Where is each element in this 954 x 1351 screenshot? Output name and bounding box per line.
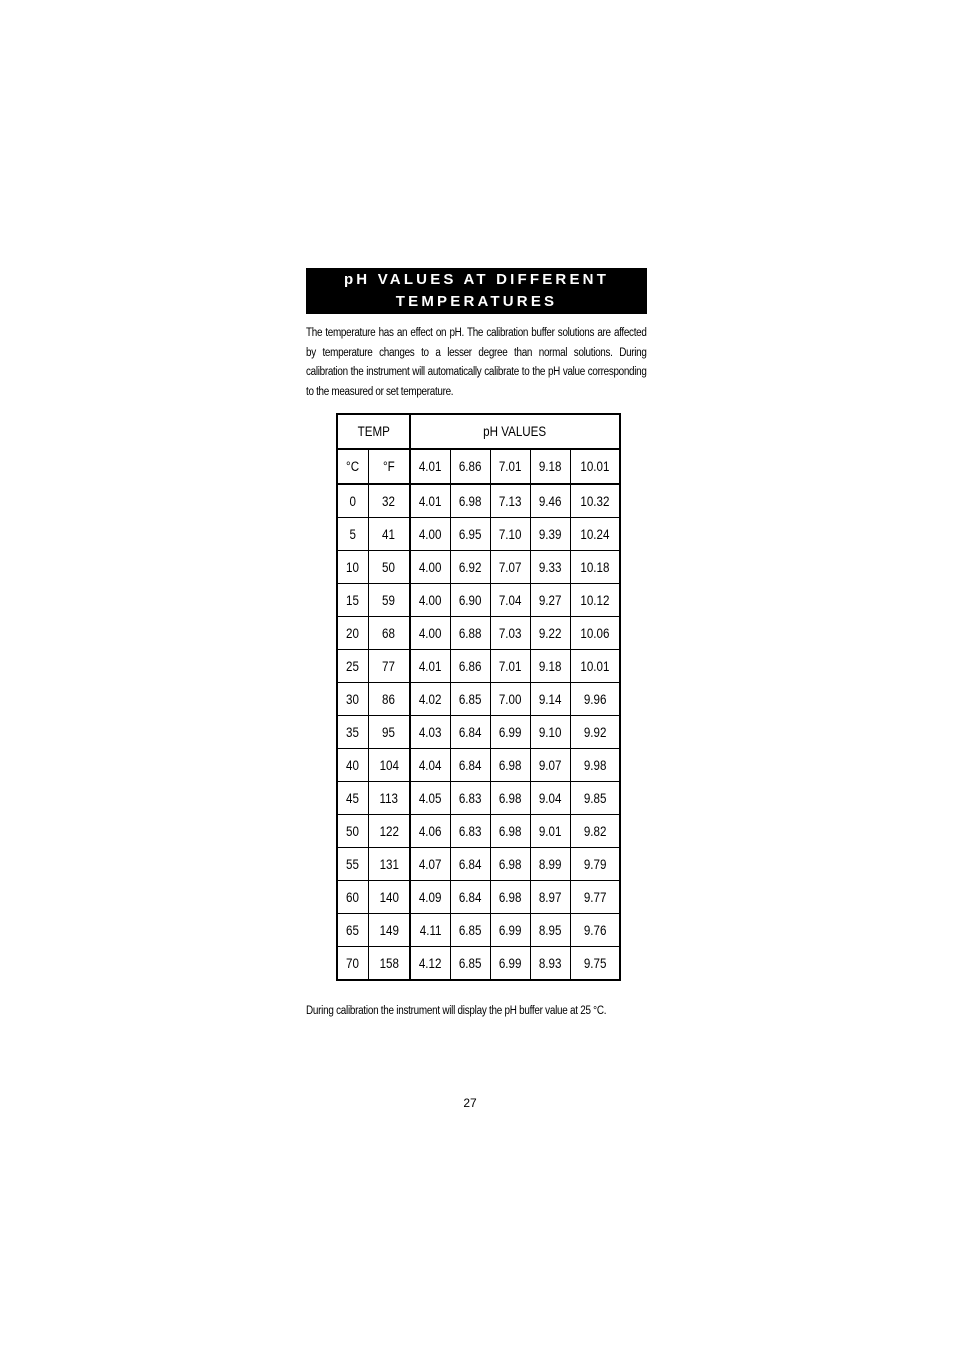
subheader-celsius: °C xyxy=(337,449,369,484)
cell-ph-value: 9.82 xyxy=(571,815,621,848)
table-row xyxy=(337,947,620,981)
cell-ph-value: 6.98 xyxy=(491,815,531,848)
cell-ph-value: 4.04 xyxy=(410,749,451,782)
cell-ph-value: 8.97 xyxy=(531,881,571,914)
section-title-line1: pH VALUES AT DIFFERENT xyxy=(343,271,610,288)
cell-ph-value: 6.98 xyxy=(491,782,531,815)
cell-temp-fahrenheit: 50 xyxy=(369,551,411,584)
cell-temp-celsius: 20 xyxy=(337,617,369,650)
cell-ph-value: 9.39 xyxy=(531,518,571,551)
cell-ph-value: 6.98 xyxy=(451,484,491,518)
cell-temp-fahrenheit: 68 xyxy=(369,617,411,650)
cell-ph-value: 6.84 xyxy=(451,749,491,782)
cell-ph-value: 6.98 xyxy=(491,848,531,881)
cell-ph-value: 6.84 xyxy=(451,716,491,749)
cell-ph-value: 9.33 xyxy=(531,551,571,584)
header-ph-values: pH VALUES xyxy=(410,414,620,449)
subheader-buffer-1: 4.01 xyxy=(410,449,451,484)
table-row xyxy=(337,881,620,914)
cell-ph-value: 4.07 xyxy=(410,848,451,881)
subheader-fahrenheit: °F xyxy=(369,449,411,484)
cell-ph-value: 7.13 xyxy=(491,484,531,518)
section-title-line2: TEMPERATURES xyxy=(395,293,558,310)
table-row xyxy=(337,716,620,749)
cell-ph-value: 9.27 xyxy=(531,584,571,617)
cell-ph-value: 9.77 xyxy=(571,881,621,914)
header-temp: TEMP xyxy=(337,414,410,449)
cell-temp-celsius: 10 xyxy=(337,551,369,584)
subheader-buffer-3: 7.01 xyxy=(491,449,531,484)
page-number: 27 xyxy=(463,1096,477,1110)
subheader-buffer-5: 10.01 xyxy=(571,449,621,484)
cell-ph-value: 6.85 xyxy=(451,914,491,947)
cell-temp-fahrenheit: 86 xyxy=(369,683,411,716)
subheader-buffer-2: 6.86 xyxy=(451,449,491,484)
table-row xyxy=(337,848,620,881)
cell-ph-value: 9.98 xyxy=(571,749,621,782)
cell-ph-value: 6.99 xyxy=(491,914,531,947)
cell-ph-value: 6.84 xyxy=(451,848,491,881)
cell-temp-fahrenheit: 140 xyxy=(369,881,411,914)
cell-ph-value: 7.01 xyxy=(491,650,531,683)
cell-temp-celsius: 45 xyxy=(337,782,369,815)
table-header-row xyxy=(337,414,620,449)
cell-ph-value: 9.01 xyxy=(531,815,571,848)
cell-temp-fahrenheit: 131 xyxy=(369,848,411,881)
section-title-bar xyxy=(306,268,647,314)
cell-temp-celsius: 70 xyxy=(337,947,369,981)
cell-ph-value: 10.12 xyxy=(571,584,621,617)
cell-ph-value: 4.09 xyxy=(410,881,451,914)
cell-ph-value: 6.85 xyxy=(451,947,491,981)
cell-ph-value: 10.32 xyxy=(571,484,621,518)
cell-ph-value: 9.85 xyxy=(571,782,621,815)
cell-ph-value: 6.99 xyxy=(491,716,531,749)
cell-ph-value: 4.02 xyxy=(410,683,451,716)
cell-temp-celsius: 65 xyxy=(337,914,369,947)
cell-temp-celsius: 50 xyxy=(337,815,369,848)
cell-temp-celsius: 5 xyxy=(337,518,369,551)
cell-ph-value: 4.00 xyxy=(410,617,451,650)
cell-ph-value: 6.98 xyxy=(491,881,531,914)
table-subheader-row xyxy=(337,449,620,484)
table-row xyxy=(337,815,620,848)
cell-temp-celsius: 30 xyxy=(337,683,369,716)
cell-temp-fahrenheit: 41 xyxy=(369,518,411,551)
cell-ph-value: 4.00 xyxy=(410,584,451,617)
cell-ph-value: 6.88 xyxy=(451,617,491,650)
intro-paragraph: The temperature has an effect on pH. The calibration buffer solutions are affected by temperature changes to a lesser degree than normal solutions. During calibration the instrument will automatically calibrate to the pH value corresponding to the measured or set temperature. xyxy=(306,327,647,398)
cell-temp-fahrenheit: 113 xyxy=(369,782,411,815)
table-row xyxy=(337,914,620,947)
cell-ph-value: 4.01 xyxy=(410,484,451,518)
table-row xyxy=(337,617,620,650)
cell-temp-celsius: 0 xyxy=(337,484,369,518)
subheader-buffer-4: 9.18 xyxy=(531,449,571,484)
cell-ph-value: 6.90 xyxy=(451,584,491,617)
cell-ph-value: 10.18 xyxy=(571,551,621,584)
cell-temp-celsius: 40 xyxy=(337,749,369,782)
cell-ph-value: 9.46 xyxy=(531,484,571,518)
cell-ph-value: 9.96 xyxy=(571,683,621,716)
table-row xyxy=(337,650,620,683)
cell-ph-value: 6.84 xyxy=(451,881,491,914)
cell-ph-value: 4.12 xyxy=(410,947,451,981)
cell-ph-value: 8.99 xyxy=(531,848,571,881)
cell-temp-fahrenheit: 32 xyxy=(369,484,411,518)
table-body xyxy=(337,484,620,980)
cell-ph-value: 6.95 xyxy=(451,518,491,551)
cell-ph-value: 7.10 xyxy=(491,518,531,551)
cell-ph-value: 9.04 xyxy=(531,782,571,815)
cell-ph-value: 7.03 xyxy=(491,617,531,650)
cell-ph-value: 4.01 xyxy=(410,650,451,683)
cell-ph-value: 7.00 xyxy=(491,683,531,716)
cell-ph-value: 7.04 xyxy=(491,584,531,617)
cell-ph-value: 9.18 xyxy=(531,650,571,683)
cell-ph-value: 10.01 xyxy=(571,650,621,683)
cell-ph-value: 6.92 xyxy=(451,551,491,584)
footer-note: During calibration the instrument will display the pH buffer value at 25 °C. xyxy=(306,1005,607,1017)
cell-temp-fahrenheit: 77 xyxy=(369,650,411,683)
cell-temp-fahrenheit: 59 xyxy=(369,584,411,617)
table-row xyxy=(337,518,620,551)
cell-ph-value: 9.76 xyxy=(571,914,621,947)
table-row xyxy=(337,749,620,782)
cell-ph-value: 6.83 xyxy=(451,782,491,815)
ph-table-wrapper xyxy=(336,413,621,981)
cell-ph-value: 4.03 xyxy=(410,716,451,749)
cell-temp-fahrenheit: 122 xyxy=(369,815,411,848)
table-row xyxy=(337,551,620,584)
ph-temperature-table xyxy=(336,413,621,981)
cell-ph-value: 4.11 xyxy=(410,914,451,947)
cell-ph-value: 9.75 xyxy=(571,947,621,981)
cell-ph-value: 10.24 xyxy=(571,518,621,551)
cell-ph-value: 6.83 xyxy=(451,815,491,848)
cell-ph-value: 4.05 xyxy=(410,782,451,815)
cell-ph-value: 6.98 xyxy=(491,749,531,782)
cell-ph-value: 6.85 xyxy=(451,683,491,716)
cell-ph-value: 8.93 xyxy=(531,947,571,981)
cell-ph-value: 9.07 xyxy=(531,749,571,782)
table-row xyxy=(337,484,620,518)
cell-temp-fahrenheit: 149 xyxy=(369,914,411,947)
cell-temp-fahrenheit: 95 xyxy=(369,716,411,749)
cell-ph-value: 6.86 xyxy=(451,650,491,683)
cell-ph-value: 9.79 xyxy=(571,848,621,881)
cell-temp-celsius: 35 xyxy=(337,716,369,749)
cell-ph-value: 9.14 xyxy=(531,683,571,716)
cell-temp-celsius: 55 xyxy=(337,848,369,881)
cell-ph-value: 10.06 xyxy=(571,617,621,650)
cell-ph-value: 4.06 xyxy=(410,815,451,848)
cell-temp-celsius: 25 xyxy=(337,650,369,683)
cell-ph-value: 8.95 xyxy=(531,914,571,947)
cell-ph-value: 7.07 xyxy=(491,551,531,584)
cell-ph-value: 9.10 xyxy=(531,716,571,749)
cell-ph-value: 9.22 xyxy=(531,617,571,650)
table-row xyxy=(337,782,620,815)
cell-ph-value: 6.99 xyxy=(491,947,531,981)
cell-ph-value: 4.00 xyxy=(410,518,451,551)
page-content xyxy=(306,268,647,971)
cell-ph-value: 4.00 xyxy=(410,551,451,584)
table-row xyxy=(337,683,620,716)
cell-temp-fahrenheit: 104 xyxy=(369,749,411,782)
table-row xyxy=(337,584,620,617)
cell-temp-celsius: 60 xyxy=(337,881,369,914)
cell-temp-fahrenheit: 158 xyxy=(369,947,411,981)
cell-ph-value: 9.92 xyxy=(571,716,621,749)
cell-temp-celsius: 15 xyxy=(337,584,369,617)
